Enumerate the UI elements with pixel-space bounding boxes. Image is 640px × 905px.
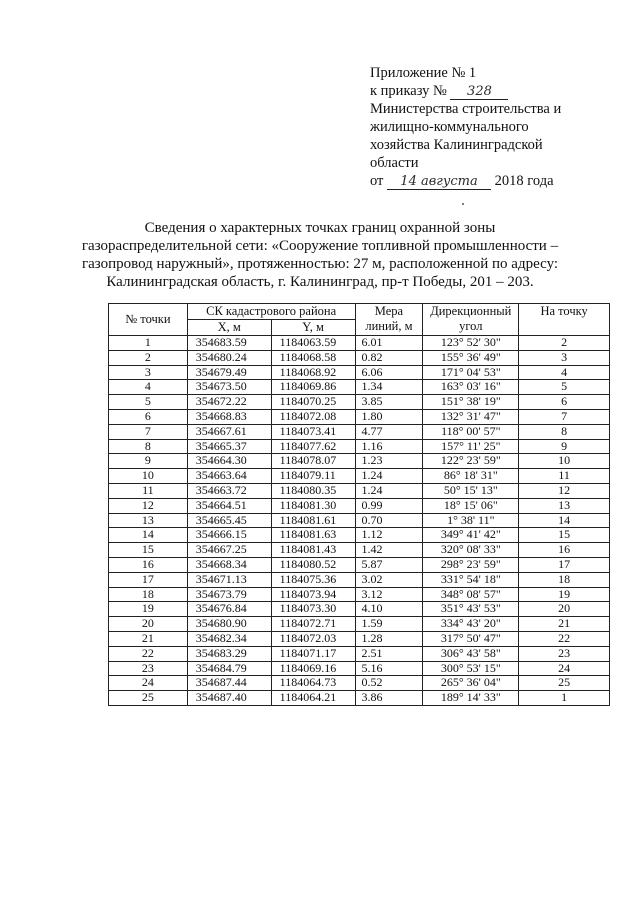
cell-x: 354668.34 bbox=[187, 557, 271, 572]
cell-to-point: 7 bbox=[519, 409, 610, 424]
table-row bbox=[109, 380, 610, 395]
title-line-4: Калининградская область, г. Калининград, пр-т Победы, 201 – 203. bbox=[106, 274, 534, 290]
header-y: Y, м bbox=[271, 320, 355, 336]
table-row bbox=[109, 336, 610, 351]
cell-line-length: 0.99 bbox=[355, 498, 423, 513]
table-row bbox=[109, 557, 610, 572]
cell-line-length: 0.52 bbox=[355, 676, 423, 691]
cell-x: 354680.24 bbox=[187, 350, 271, 365]
cell-y: 1184073.41 bbox=[271, 424, 355, 439]
cell-y: 1184070.25 bbox=[271, 395, 355, 410]
cell-line-length: 1.28 bbox=[355, 631, 423, 646]
cell-point-number: 7 bbox=[109, 424, 188, 439]
cell-to-point: 18 bbox=[519, 572, 610, 587]
cell-point-number: 2 bbox=[109, 350, 188, 365]
cell-to-point: 6 bbox=[519, 395, 610, 410]
cell-to-point: 5 bbox=[519, 380, 610, 395]
cell-point-number: 22 bbox=[109, 646, 188, 661]
cell-x: 354687.40 bbox=[187, 691, 271, 706]
cell-line-length: 3.85 bbox=[355, 395, 423, 410]
date-prefix: от bbox=[370, 173, 384, 189]
cell-y: 1184077.62 bbox=[271, 439, 355, 454]
cell-direction-angle: 349° 41' 42" bbox=[423, 528, 519, 543]
cell-y: 1184080.35 bbox=[271, 483, 355, 498]
cell-x: 354683.59 bbox=[187, 336, 271, 351]
cell-point-number: 24 bbox=[109, 676, 188, 691]
cell-y: 1184068.92 bbox=[271, 365, 355, 380]
cell-to-point: 17 bbox=[519, 557, 610, 572]
cell-to-point: 11 bbox=[519, 469, 610, 484]
cell-to-point: 25 bbox=[519, 676, 610, 691]
cell-x: 354671.13 bbox=[187, 572, 271, 587]
table-row bbox=[109, 528, 610, 543]
cell-direction-angle: 132° 31' 47" bbox=[423, 409, 519, 424]
cell-direction-angle: 317° 50' 47" bbox=[423, 631, 519, 646]
cell-y: 1184081.30 bbox=[271, 498, 355, 513]
table-row bbox=[109, 424, 610, 439]
cell-y: 1184072.71 bbox=[271, 617, 355, 632]
cell-direction-angle: 171° 04' 53" bbox=[423, 365, 519, 380]
cell-x: 354680.90 bbox=[187, 617, 271, 632]
cell-x: 354682.34 bbox=[187, 631, 271, 646]
header-point-number: № точки bbox=[109, 304, 188, 336]
appendix-header bbox=[370, 64, 620, 190]
table-row bbox=[109, 587, 610, 602]
cell-direction-angle: 163° 03' 16" bbox=[423, 380, 519, 395]
cell-line-length: 5.87 bbox=[355, 557, 423, 572]
cell-x: 354663.72 bbox=[187, 483, 271, 498]
header-line-length: Мера линий, м bbox=[355, 304, 423, 336]
order-date bbox=[370, 172, 620, 190]
cell-to-point: 20 bbox=[519, 602, 610, 617]
table-row bbox=[109, 543, 610, 558]
cell-x: 354663.64 bbox=[187, 469, 271, 484]
cell-line-length: 6.06 bbox=[355, 365, 423, 380]
handwritten-order-number: 328 bbox=[450, 85, 508, 100]
cell-direction-angle: 300° 53' 15" bbox=[423, 661, 519, 676]
header-cadastral-system: СК кадастрового района bbox=[187, 304, 355, 320]
table-row bbox=[109, 691, 610, 706]
cell-to-point: 21 bbox=[519, 617, 610, 632]
cell-point-number: 15 bbox=[109, 543, 188, 558]
table-row bbox=[109, 631, 610, 646]
cell-direction-angle: 118° 00' 57" bbox=[423, 424, 519, 439]
header-direction-angle: Дирекционный угол bbox=[423, 304, 519, 336]
cell-point-number: 9 bbox=[109, 454, 188, 469]
cell-point-number: 10 bbox=[109, 469, 188, 484]
cell-x: 354665.37 bbox=[187, 439, 271, 454]
cell-line-length: 3.02 bbox=[355, 572, 423, 587]
table-row bbox=[109, 572, 610, 587]
order-reference bbox=[370, 82, 620, 100]
cell-point-number: 1 bbox=[109, 336, 188, 351]
cell-y: 1184081.63 bbox=[271, 528, 355, 543]
cell-line-length: 1.12 bbox=[355, 528, 423, 543]
cell-direction-angle: 331° 54' 18" bbox=[423, 572, 519, 587]
cell-to-point: 14 bbox=[519, 513, 610, 528]
cell-point-number: 18 bbox=[109, 587, 188, 602]
cell-line-length: 6.01 bbox=[355, 336, 423, 351]
date-suffix: 2018 года bbox=[494, 173, 554, 189]
cell-line-length: 5.16 bbox=[355, 661, 423, 676]
table-row bbox=[109, 350, 610, 365]
cell-to-point: 2 bbox=[519, 336, 610, 351]
table-row bbox=[109, 469, 610, 484]
cell-direction-angle: 265° 36' 04" bbox=[423, 676, 519, 691]
table-row bbox=[109, 646, 610, 661]
cell-point-number: 23 bbox=[109, 661, 188, 676]
cell-line-length: 3.86 bbox=[355, 691, 423, 706]
cell-line-length: 1.24 bbox=[355, 483, 423, 498]
cell-point-number: 16 bbox=[109, 557, 188, 572]
cell-x: 354667.61 bbox=[187, 424, 271, 439]
cell-x: 354664.51 bbox=[187, 498, 271, 513]
cell-y: 1184064.21 bbox=[271, 691, 355, 706]
ministry-line-3: хозяйства Калининградской bbox=[370, 137, 543, 153]
cell-point-number: 8 bbox=[109, 439, 188, 454]
cell-direction-angle: 155° 36' 49" bbox=[423, 350, 519, 365]
table-row bbox=[109, 617, 610, 632]
cell-direction-angle: 306° 43' 58" bbox=[423, 646, 519, 661]
cell-direction-angle: 320° 08' 33" bbox=[423, 543, 519, 558]
cell-y: 1184081.61 bbox=[271, 513, 355, 528]
cell-line-length: 1.59 bbox=[355, 617, 423, 632]
cell-x: 354684.79 bbox=[187, 661, 271, 676]
ministry-line-2: жилищно-коммунального bbox=[370, 119, 529, 135]
cell-y: 1184071.17 bbox=[271, 646, 355, 661]
cell-direction-angle: 298° 23' 59" bbox=[423, 557, 519, 572]
cell-y: 1184073.30 bbox=[271, 602, 355, 617]
cell-x: 354672.22 bbox=[187, 395, 271, 410]
cell-direction-angle: 157° 11' 25" bbox=[423, 439, 519, 454]
cell-line-length: 2.51 bbox=[355, 646, 423, 661]
cell-y: 1184080.52 bbox=[271, 557, 355, 572]
cell-y: 1184069.16 bbox=[271, 661, 355, 676]
cell-line-length: 4.77 bbox=[355, 424, 423, 439]
table-body bbox=[109, 336, 610, 706]
cell-to-point: 24 bbox=[519, 661, 610, 676]
cell-direction-angle: 50° 15' 13" bbox=[423, 483, 519, 498]
cell-point-number: 25 bbox=[109, 691, 188, 706]
cell-x: 354679.49 bbox=[187, 365, 271, 380]
cell-y: 1184075.36 bbox=[271, 572, 355, 587]
cell-direction-angle: 334° 43' 20" bbox=[423, 617, 519, 632]
cell-x: 354683.29 bbox=[187, 646, 271, 661]
cell-y: 1184063.59 bbox=[271, 336, 355, 351]
cell-direction-angle: 18° 15' 06" bbox=[423, 498, 519, 513]
cell-point-number: 19 bbox=[109, 602, 188, 617]
order-prefix: к приказу № bbox=[370, 83, 447, 99]
cell-line-length: 1.34 bbox=[355, 380, 423, 395]
cell-x: 354668.83 bbox=[187, 409, 271, 424]
cell-x: 354687.44 bbox=[187, 676, 271, 691]
table-row bbox=[109, 498, 610, 513]
table-row bbox=[109, 661, 610, 676]
cell-direction-angle: 189° 14' 33" bbox=[423, 691, 519, 706]
cell-y: 1184064.73 bbox=[271, 676, 355, 691]
table-row bbox=[109, 454, 610, 469]
cell-direction-angle: 151° 38' 19" bbox=[423, 395, 519, 410]
table-row bbox=[109, 676, 610, 691]
table-row bbox=[109, 395, 610, 410]
cell-to-point: 10 bbox=[519, 454, 610, 469]
cell-to-point: 4 bbox=[519, 365, 610, 380]
header-x: X, м bbox=[187, 320, 271, 336]
cell-line-length: 0.70 bbox=[355, 513, 423, 528]
cell-x: 354673.79 bbox=[187, 587, 271, 602]
header-to-point: На точку bbox=[519, 304, 610, 336]
title-line-3: газопровод наружный», протяженностью: 27 м, расположенной по адресу: bbox=[81, 256, 559, 272]
cell-to-point: 13 bbox=[519, 498, 610, 513]
cell-direction-angle: 86° 18' 31" bbox=[423, 469, 519, 484]
cell-y: 1184069.86 bbox=[271, 380, 355, 395]
cell-point-number: 4 bbox=[109, 380, 188, 395]
cell-x: 354673.50 bbox=[187, 380, 271, 395]
ministry-line-1: Министерства строительства и bbox=[370, 101, 562, 117]
cell-to-point: 9 bbox=[519, 439, 610, 454]
table-row bbox=[109, 602, 610, 617]
boundary-points-table bbox=[108, 303, 610, 706]
document-title bbox=[60, 219, 580, 291]
ministry-line-4: области bbox=[370, 155, 419, 171]
cell-direction-angle: 348° 08' 57" bbox=[423, 587, 519, 602]
cell-to-point: 16 bbox=[519, 543, 610, 558]
title-line-1: Сведения о характерных точках границ охранной зоны bbox=[144, 220, 496, 236]
cell-y: 1184072.08 bbox=[271, 409, 355, 424]
cell-line-length: 1.42 bbox=[355, 543, 423, 558]
cell-line-length: 3.12 bbox=[355, 587, 423, 602]
cell-y: 1184078.07 bbox=[271, 454, 355, 469]
cell-to-point: 23 bbox=[519, 646, 610, 661]
cell-direction-angle: 123° 52' 30" bbox=[423, 336, 519, 351]
cell-to-point: 15 bbox=[519, 528, 610, 543]
scan-speck bbox=[462, 203, 464, 205]
title-line-2: газораспределительной сети: «Сооружение топливной промышленности – bbox=[81, 238, 559, 254]
cell-point-number: 21 bbox=[109, 631, 188, 646]
table-row bbox=[109, 439, 610, 454]
cell-to-point: 1 bbox=[519, 691, 610, 706]
cell-line-length: 1.16 bbox=[355, 439, 423, 454]
cell-x: 354667.25 bbox=[187, 543, 271, 558]
cell-x: 354676.84 bbox=[187, 602, 271, 617]
cell-direction-angle: 1° 38' 11" bbox=[423, 513, 519, 528]
cell-y: 1184068.58 bbox=[271, 350, 355, 365]
cell-to-point: 12 bbox=[519, 483, 610, 498]
table-row bbox=[109, 483, 610, 498]
cell-to-point: 3 bbox=[519, 350, 610, 365]
cell-direction-angle: 351° 43' 53" bbox=[423, 602, 519, 617]
cell-y: 1184081.43 bbox=[271, 543, 355, 558]
cell-point-number: 17 bbox=[109, 572, 188, 587]
cell-x: 354666.15 bbox=[187, 528, 271, 543]
cell-point-number: 6 bbox=[109, 409, 188, 424]
cell-point-number: 13 bbox=[109, 513, 188, 528]
table-row bbox=[109, 409, 610, 424]
cell-point-number: 3 bbox=[109, 365, 188, 380]
handwritten-date: 14 августа bbox=[387, 175, 491, 190]
cell-y: 1184072.03 bbox=[271, 631, 355, 646]
table-row bbox=[109, 365, 610, 380]
cell-x: 354664.30 bbox=[187, 454, 271, 469]
cell-point-number: 20 bbox=[109, 617, 188, 632]
cell-direction-angle: 122° 23' 59" bbox=[423, 454, 519, 469]
cell-y: 1184073.94 bbox=[271, 587, 355, 602]
cell-line-length: 1.80 bbox=[355, 409, 423, 424]
cell-line-length: 1.24 bbox=[355, 469, 423, 484]
cell-line-length: 1.23 bbox=[355, 454, 423, 469]
cell-point-number: 12 bbox=[109, 498, 188, 513]
cell-point-number: 5 bbox=[109, 395, 188, 410]
cell-x: 354665.45 bbox=[187, 513, 271, 528]
table-row bbox=[109, 513, 610, 528]
cell-line-length: 0.82 bbox=[355, 350, 423, 365]
cell-to-point: 19 bbox=[519, 587, 610, 602]
cell-line-length: 4.10 bbox=[355, 602, 423, 617]
cell-point-number: 11 bbox=[109, 483, 188, 498]
cell-to-point: 8 bbox=[519, 424, 610, 439]
cell-point-number: 14 bbox=[109, 528, 188, 543]
cell-to-point: 22 bbox=[519, 631, 610, 646]
cell-y: 1184079.11 bbox=[271, 469, 355, 484]
appendix-title: Приложение № 1 bbox=[370, 65, 477, 81]
